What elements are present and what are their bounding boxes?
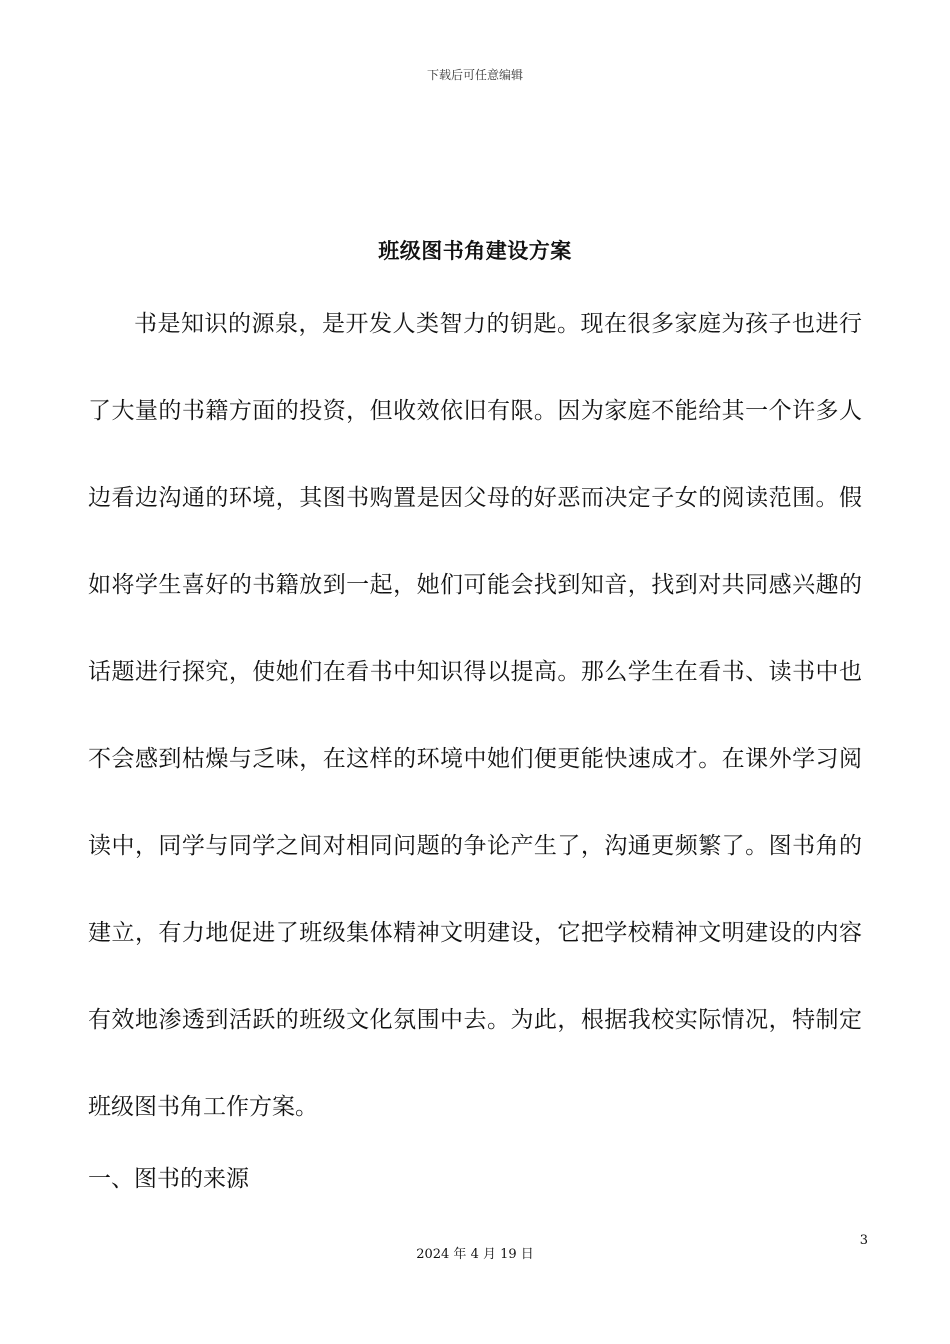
paragraph-line: 边看边沟通的环境，其图书购置是因父母的好恶而决定子女的阅读范围。假 [88,485,862,511]
paragraph-line: 话题进行探究，使她们在看书中知识得以提高。那么学生在看书、读书中也 [88,659,862,685]
document-title: 班级图书角建设方案 [378,239,572,263]
page-number: 3 [859,1233,868,1248]
footer-date: 2024 年 4 月 19 日 [416,1247,534,1262]
paragraph-line: 建立，有力地促进了班级集体精神文明建设，它把学校精神文明建设的内容 [88,920,862,946]
header-note: 下载后可任意编辑 [426,68,523,82]
paragraph-line: 如将学生喜好的书籍放到一起，她们可能会找到知音，找到对共同感兴趣的 [88,572,862,598]
paragraph-line: 不会感到枯燥与乏味，在这样的环境中她们便更能快速成才。在课外学习阅 [88,746,862,772]
paragraph-line: 有效地渗透到活跃的班级文化氛围中去。为此，根据我校实际情况，特制定 [88,1007,862,1033]
section-heading: 一、图书的来源 [88,1166,249,1192]
paragraph-line: 了大量的书籍方面的投资，但收效依旧有限。因为家庭不能给其一个许多人 [88,398,862,424]
paragraph-line: 书是知识的源泉，是开发人类智力的钥匙。现在很多家庭为孩子也进行 [134,311,862,337]
paragraph-line: 读中，同学与同学之间对相同问题的争论产生了，沟通更频繁了。图书角的 [88,833,862,859]
paragraph-line: 班级图书角工作方案。 [88,1094,318,1120]
